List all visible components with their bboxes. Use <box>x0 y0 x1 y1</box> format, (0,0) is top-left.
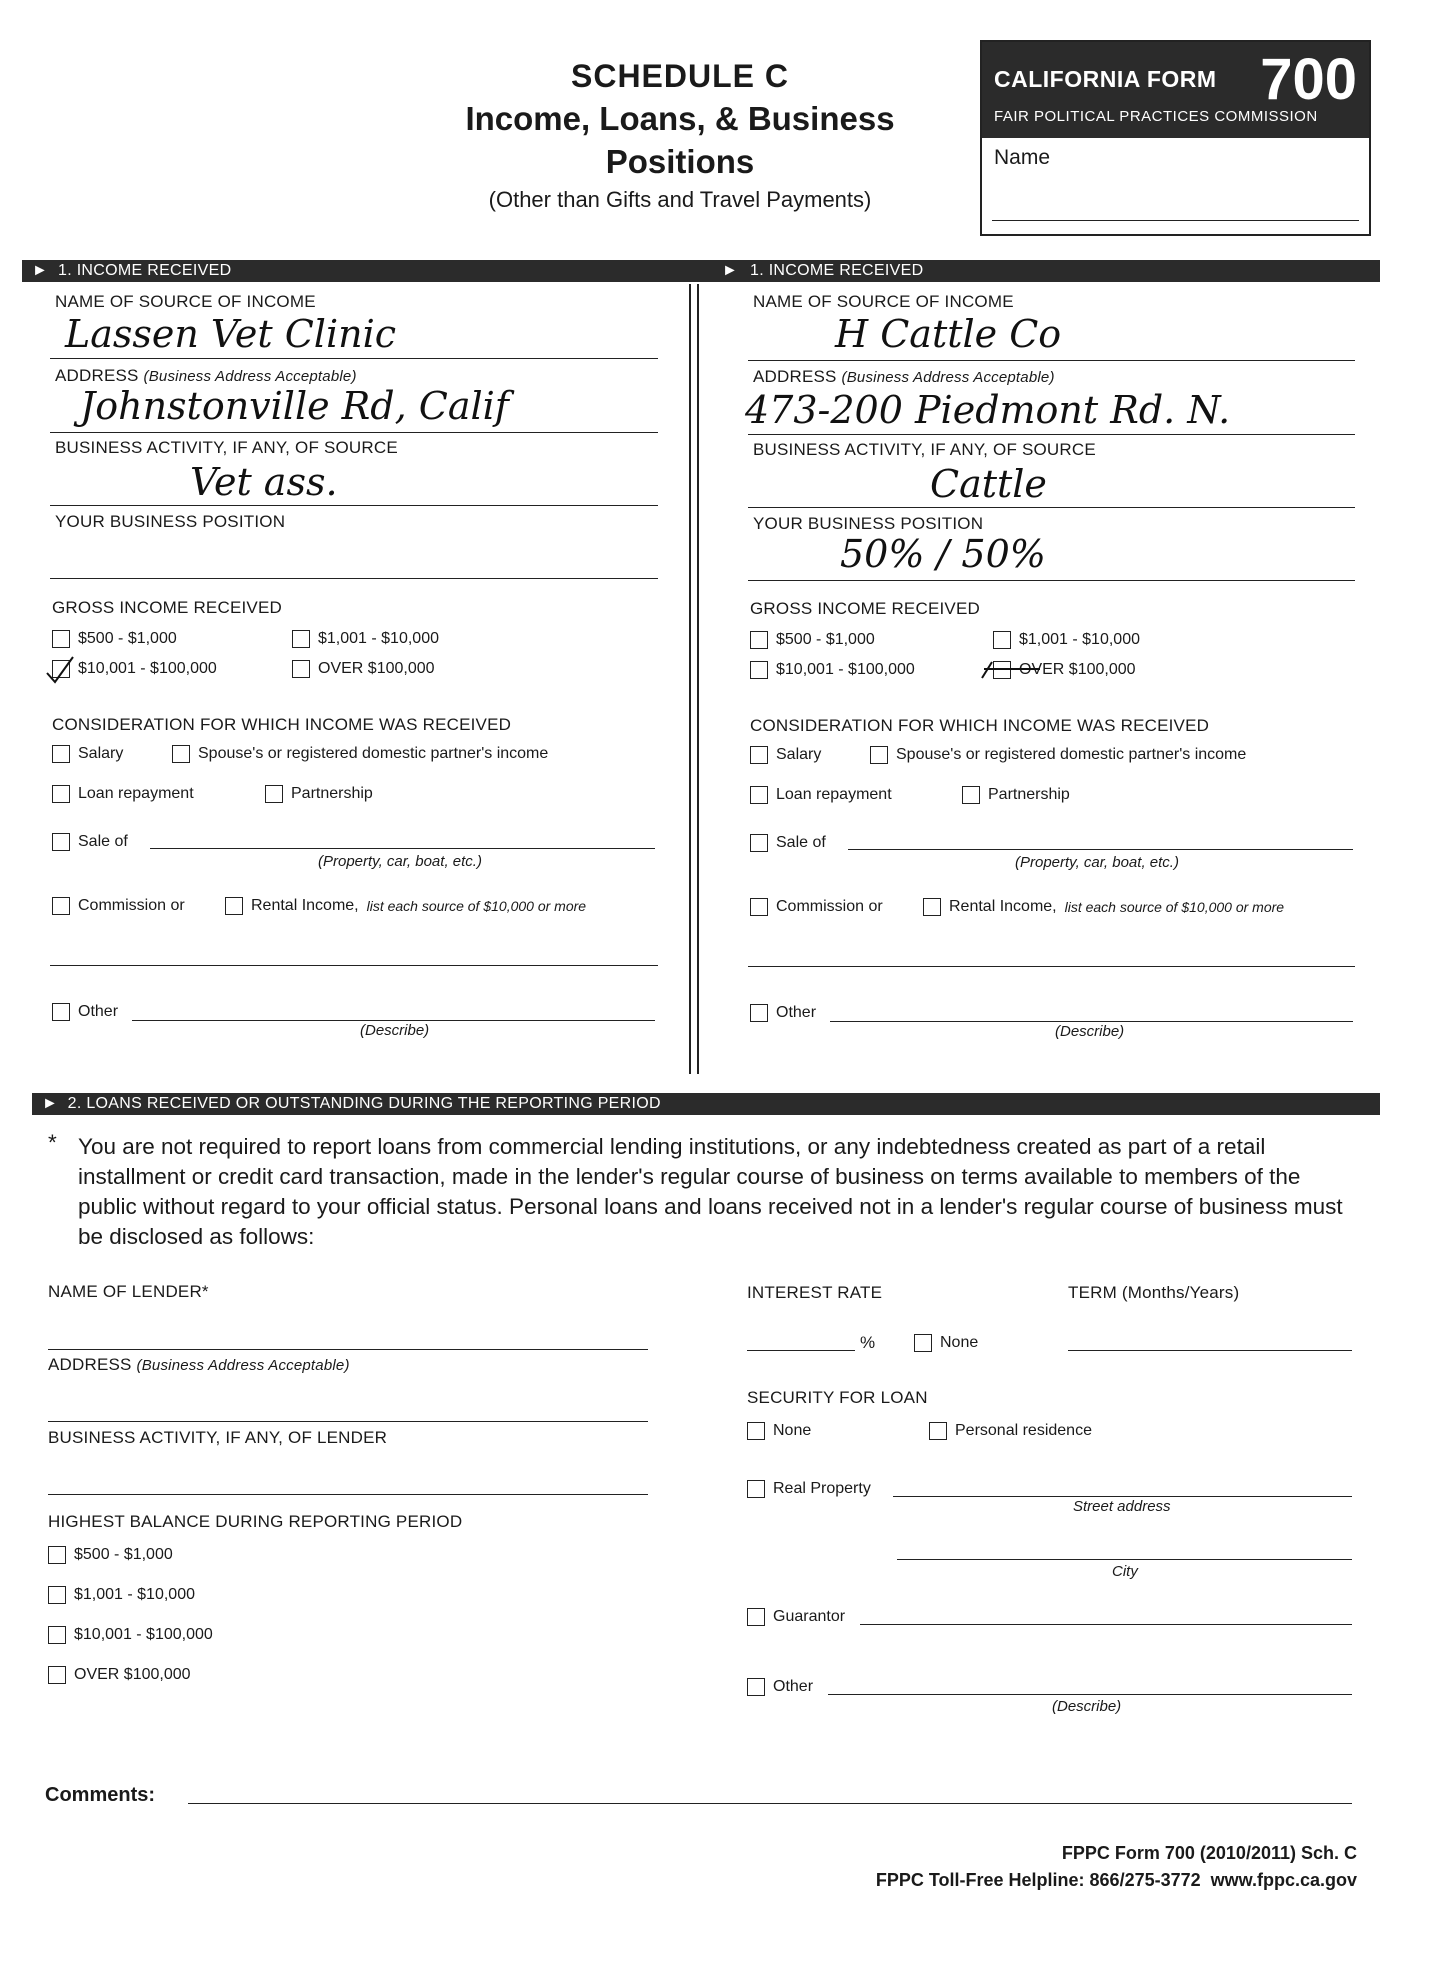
activity-line <box>748 507 1355 508</box>
option-label: Other <box>773 1678 814 1695</box>
option-label: $10,001 - $100,000 <box>74 1626 213 1643</box>
option-label: Sale of <box>776 834 826 851</box>
schedule-title: SCHEDULE C <box>570 58 789 94</box>
column-divider <box>689 284 691 1074</box>
address-note: (Business Address Acceptable) <box>143 368 357 385</box>
checkbox[interactable] <box>750 1004 768 1022</box>
activity-label: BUSINESS ACTIVITY, IF ANY, OF SOURCE <box>55 438 398 457</box>
gross-income-label: GROSS INCOME RECEIVED <box>750 599 980 618</box>
gross-over-option[interactable] <box>292 660 435 678</box>
checkbox[interactable] <box>750 834 768 852</box>
activity-label: BUSINESS ACTIVITY, IF ANY, OF SOURCE <box>753 440 1096 459</box>
source-value[interactable]: H Cattle Co <box>835 312 1062 356</box>
city-note: City <box>1112 1563 1138 1580</box>
address-label <box>55 366 357 386</box>
source-value[interactable]: Lassen Vet Clinic <box>65 312 397 356</box>
comments-line[interactable] <box>188 1803 1352 1804</box>
form-id-box <box>980 40 1371 236</box>
option-label: Rental Income, <box>251 897 359 914</box>
gross-over-option[interactable] <box>993 661 1136 679</box>
address-label <box>753 367 1055 387</box>
percent-sign: % <box>860 1333 876 1352</box>
position-line <box>50 578 658 579</box>
gross-500-option[interactable] <box>750 631 875 649</box>
option-label: $1,001 - $10,000 <box>74 1586 195 1603</box>
source-line <box>50 358 658 359</box>
other-line <box>830 1021 1353 1022</box>
lender-address-label <box>48 1355 350 1375</box>
partnership-option[interactable] <box>265 785 373 803</box>
checkbox[interactable] <box>48 1546 66 1564</box>
address-value[interactable]: Johnstonville Rd, Calif <box>80 384 509 428</box>
term-line[interactable] <box>1068 1350 1352 1351</box>
consideration-label: CONSIDERATION FOR WHICH INCOME WAS RECEIVED <box>52 715 512 734</box>
checkbox[interactable] <box>292 660 310 678</box>
salary-option[interactable] <box>750 746 821 764</box>
option-label: $1,001 - $10,000 <box>318 630 439 647</box>
checkbox[interactable] <box>929 1422 947 1440</box>
address-value[interactable]: 473-200 Piedmont Rd. N. <box>745 388 1231 432</box>
form-subtitle: (Other than Gifts and Travel Payments) <box>488 187 872 212</box>
option-label: Rental Income, <box>949 898 1057 915</box>
section1-left-title: 1. INCOME RECEIVED <box>58 262 232 279</box>
lender-address-line[interactable] <box>48 1421 648 1422</box>
option-label: OVER $100,000 <box>74 1666 191 1683</box>
form-label: CALIFORNIA FORM <box>994 66 1217 92</box>
option-label: $500 - $1,000 <box>776 631 875 648</box>
asterisk: * <box>48 1130 57 1155</box>
checkbox[interactable] <box>914 1334 932 1352</box>
option-label: $10,001 - $100,000 <box>78 660 217 677</box>
option-label: Other <box>78 1003 119 1020</box>
option-label: Personal residence <box>955 1422 1092 1439</box>
arrow-icon: ► <box>32 262 49 279</box>
activity-line <box>50 505 658 506</box>
sale-of-option[interactable] <box>750 834 826 852</box>
checkbox[interactable] <box>747 1422 765 1440</box>
checkbox[interactable] <box>923 898 941 916</box>
option-label: Spouse's or registered domestic partner's income <box>896 746 1247 763</box>
option-label: Real Property <box>773 1480 871 1497</box>
option-label: Other <box>776 1004 817 1021</box>
checkbox[interactable] <box>48 1586 66 1604</box>
checkbox-checked[interactable] <box>993 661 1011 679</box>
spouse-income-option[interactable] <box>172 745 548 763</box>
option-label: $10,001 - $100,000 <box>776 661 915 678</box>
checkbox[interactable] <box>747 1608 765 1626</box>
comments-label: Comments: <box>45 1784 156 1806</box>
option-label: None <box>940 1334 979 1351</box>
spouse-income-option[interactable] <box>870 746 1246 764</box>
checkbox[interactable] <box>52 833 70 851</box>
security-other-line[interactable] <box>828 1694 1352 1695</box>
loan-disclaimer: You are not required to report loans from commercial lending institutions, or any indebtedness created as part of a retail installment or credit card transaction, made in the lender's regular course of business on terms available to members of the public without regard to your official status. Personal loans and loans received not in a lender's regular course of business must be disclosed as follows: <box>78 1134 1343 1249</box>
form-number: 700 <box>1260 47 1357 112</box>
security-none-option[interactable] <box>747 1422 811 1440</box>
address-label-text: ADDRESS <box>48 1355 132 1374</box>
other-option[interactable] <box>52 1003 118 1021</box>
address-line <box>748 434 1355 435</box>
section1-right-title: 1. INCOME RECEIVED <box>750 262 924 279</box>
gross-10001-option[interactable] <box>750 661 915 679</box>
lender-line[interactable] <box>48 1349 648 1350</box>
checkbox[interactable] <box>52 745 70 763</box>
loan-repayment-option[interactable] <box>52 785 194 803</box>
rental-note: list each source of $10,000 or more <box>366 898 587 914</box>
position-line <box>748 580 1355 581</box>
address-label-text: ADDRESS <box>753 367 837 386</box>
gross-10001-option[interactable] <box>52 660 217 678</box>
consideration-label: CONSIDERATION FOR WHICH INCOME WAS RECEIVED <box>750 716 1210 735</box>
option-label: Sale of <box>78 833 128 850</box>
checkbox[interactable] <box>750 661 768 679</box>
form-title-line2: Positions <box>605 143 755 180</box>
source-label: NAME OF SOURCE OF INCOME <box>55 292 316 311</box>
gross-500-option[interactable] <box>52 630 177 648</box>
sale-note: (Property, car, boat, etc.) <box>1015 854 1179 871</box>
interest-rate-line[interactable] <box>747 1350 855 1351</box>
option-label: Commission or <box>78 897 185 914</box>
option-label: Loan repayment <box>78 785 194 802</box>
checkbox[interactable] <box>172 745 190 763</box>
street-address-line[interactable] <box>893 1496 1352 1497</box>
gross-income-label: GROSS INCOME RECEIVED <box>52 598 282 617</box>
position-label: YOUR BUSINESS POSITION <box>55 512 286 531</box>
lender-activity-label: BUSINESS ACTIVITY, IF ANY, OF LENDER <box>48 1428 388 1447</box>
sale-of-line <box>150 848 655 849</box>
gross-1001-option[interactable] <box>292 630 439 648</box>
guarantor-option[interactable] <box>747 1608 845 1626</box>
security-other-option[interactable] <box>747 1678 813 1696</box>
position-label: YOUR BUSINESS POSITION <box>753 514 984 533</box>
city-line[interactable] <box>897 1559 1352 1560</box>
address-note: (Business Address Acceptable) <box>136 1357 350 1374</box>
option-label: Partnership <box>988 786 1070 803</box>
checkbox[interactable] <box>52 630 70 648</box>
column-divider <box>697 284 699 1074</box>
describe-note: (Describe) <box>1055 1023 1125 1040</box>
option-label: Guarantor <box>773 1608 846 1625</box>
commission-option[interactable] <box>52 897 185 915</box>
partnership-option[interactable] <box>962 786 1070 804</box>
address-line <box>50 432 658 433</box>
personal-residence-option[interactable] <box>929 1422 1092 1440</box>
balance-500-option[interactable] <box>48 1546 173 1564</box>
address-note: (Business Address Acceptable) <box>841 369 1055 386</box>
commission-label: FAIR POLITICAL PRACTICES COMMISSION <box>994 108 1318 125</box>
balance-1001-option[interactable] <box>48 1586 195 1604</box>
describe-note: (Describe) <box>1052 1698 1122 1715</box>
checkbox[interactable] <box>52 785 70 803</box>
sale-of-option[interactable] <box>52 833 128 851</box>
sale-of-line <box>848 849 1353 850</box>
street-address-note: Street address <box>1073 1498 1171 1515</box>
checkbox[interactable] <box>993 631 1011 649</box>
activity-value[interactable]: Cattle <box>930 462 1047 506</box>
rental-line <box>50 965 658 966</box>
name-field[interactable] <box>992 220 1359 221</box>
checkbox[interactable] <box>750 746 768 764</box>
other-option[interactable] <box>750 1004 816 1022</box>
checkbox[interactable] <box>292 630 310 648</box>
option-label: Spouse's or registered domestic partner's income <box>198 745 549 762</box>
checkbox[interactable] <box>750 786 768 804</box>
commission-option[interactable] <box>750 898 883 916</box>
section2-bar <box>32 1093 1380 1115</box>
checkbox[interactable] <box>225 897 243 915</box>
term-label: TERM (Months/Years) <box>1068 1283 1240 1302</box>
option-label: Salary <box>776 746 822 763</box>
lender-activity-line[interactable] <box>48 1494 648 1495</box>
checkbox[interactable] <box>52 897 70 915</box>
option-label: Loan repayment <box>776 786 892 803</box>
address-label-text: ADDRESS <box>55 366 139 385</box>
section1-bar <box>22 260 1380 282</box>
rental-option[interactable] <box>923 898 1284 916</box>
arrow-icon: ► <box>722 262 739 279</box>
option-label: None <box>773 1422 812 1439</box>
checkbox[interactable] <box>962 786 980 804</box>
checkbox[interactable] <box>747 1480 765 1498</box>
salary-option[interactable] <box>52 745 123 763</box>
checkbox[interactable] <box>48 1666 66 1684</box>
rental-note: list each source of $10,000 or more <box>1064 899 1285 915</box>
option-label: OVER $100,000 <box>318 660 435 677</box>
option-label: Commission or <box>776 898 883 915</box>
position-value[interactable]: 50% / 50% <box>840 532 1046 576</box>
loan-repayment-option[interactable] <box>750 786 892 804</box>
section2-title: 2. LOANS RECEIVED OR OUTSTANDING DURING THE REPORTING PERIOD <box>67 1095 661 1112</box>
checkbox-checked[interactable] <box>52 660 70 678</box>
option-label: Salary <box>78 745 124 762</box>
sale-note: (Property, car, boat, etc.) <box>318 853 482 870</box>
helpline: FPPC Toll-Free Helpline: 866/275-3772 www.fppc.ca.gov <box>875 1870 1357 1890</box>
option-label: $500 - $1,000 <box>78 630 177 647</box>
balance-label: HIGHEST BALANCE DURING REPORTING PERIOD <box>48 1512 463 1531</box>
checkbox[interactable] <box>750 631 768 649</box>
source-line <box>748 360 1355 361</box>
other-line <box>132 1020 655 1021</box>
checkbox[interactable] <box>48 1626 66 1644</box>
activity-value[interactable]: Vet ass. <box>190 460 338 504</box>
arrow-icon: ► <box>42 1095 59 1112</box>
rental-option[interactable] <box>225 897 586 915</box>
guarantor-line[interactable] <box>860 1624 1352 1625</box>
rental-line <box>748 966 1355 967</box>
option-label: $1,001 - $10,000 <box>1019 631 1140 648</box>
option-label: Partnership <box>291 785 373 802</box>
describe-note: (Describe) <box>360 1022 430 1039</box>
balance-over-option[interactable] <box>48 1666 191 1684</box>
form-id: FPPC Form 700 (2010/2011) Sch. C <box>1061 1843 1357 1863</box>
checkbox[interactable] <box>870 746 888 764</box>
source-label: NAME OF SOURCE OF INCOME <box>753 292 1014 311</box>
interest-none-option[interactable] <box>914 1334 978 1352</box>
checkbox[interactable] <box>52 1003 70 1021</box>
interest-rate-label: INTEREST RATE <box>747 1283 883 1302</box>
form-title-line1: Income, Loans, & Business <box>465 100 895 137</box>
gross-1001-option[interactable] <box>993 631 1140 649</box>
security-label: SECURITY FOR LOAN <box>747 1388 928 1407</box>
option-label: OVER $100,000 <box>1019 661 1136 678</box>
option-label: $500 - $1,000 <box>74 1546 173 1563</box>
lender-label: NAME OF LENDER* <box>48 1282 209 1301</box>
checkbox[interactable] <box>265 785 283 803</box>
real-property-option[interactable] <box>747 1480 871 1498</box>
checkbox[interactable] <box>747 1678 765 1696</box>
checkbox[interactable] <box>750 898 768 916</box>
balance-10001-option[interactable] <box>48 1626 213 1644</box>
name-label: Name <box>994 146 1051 169</box>
